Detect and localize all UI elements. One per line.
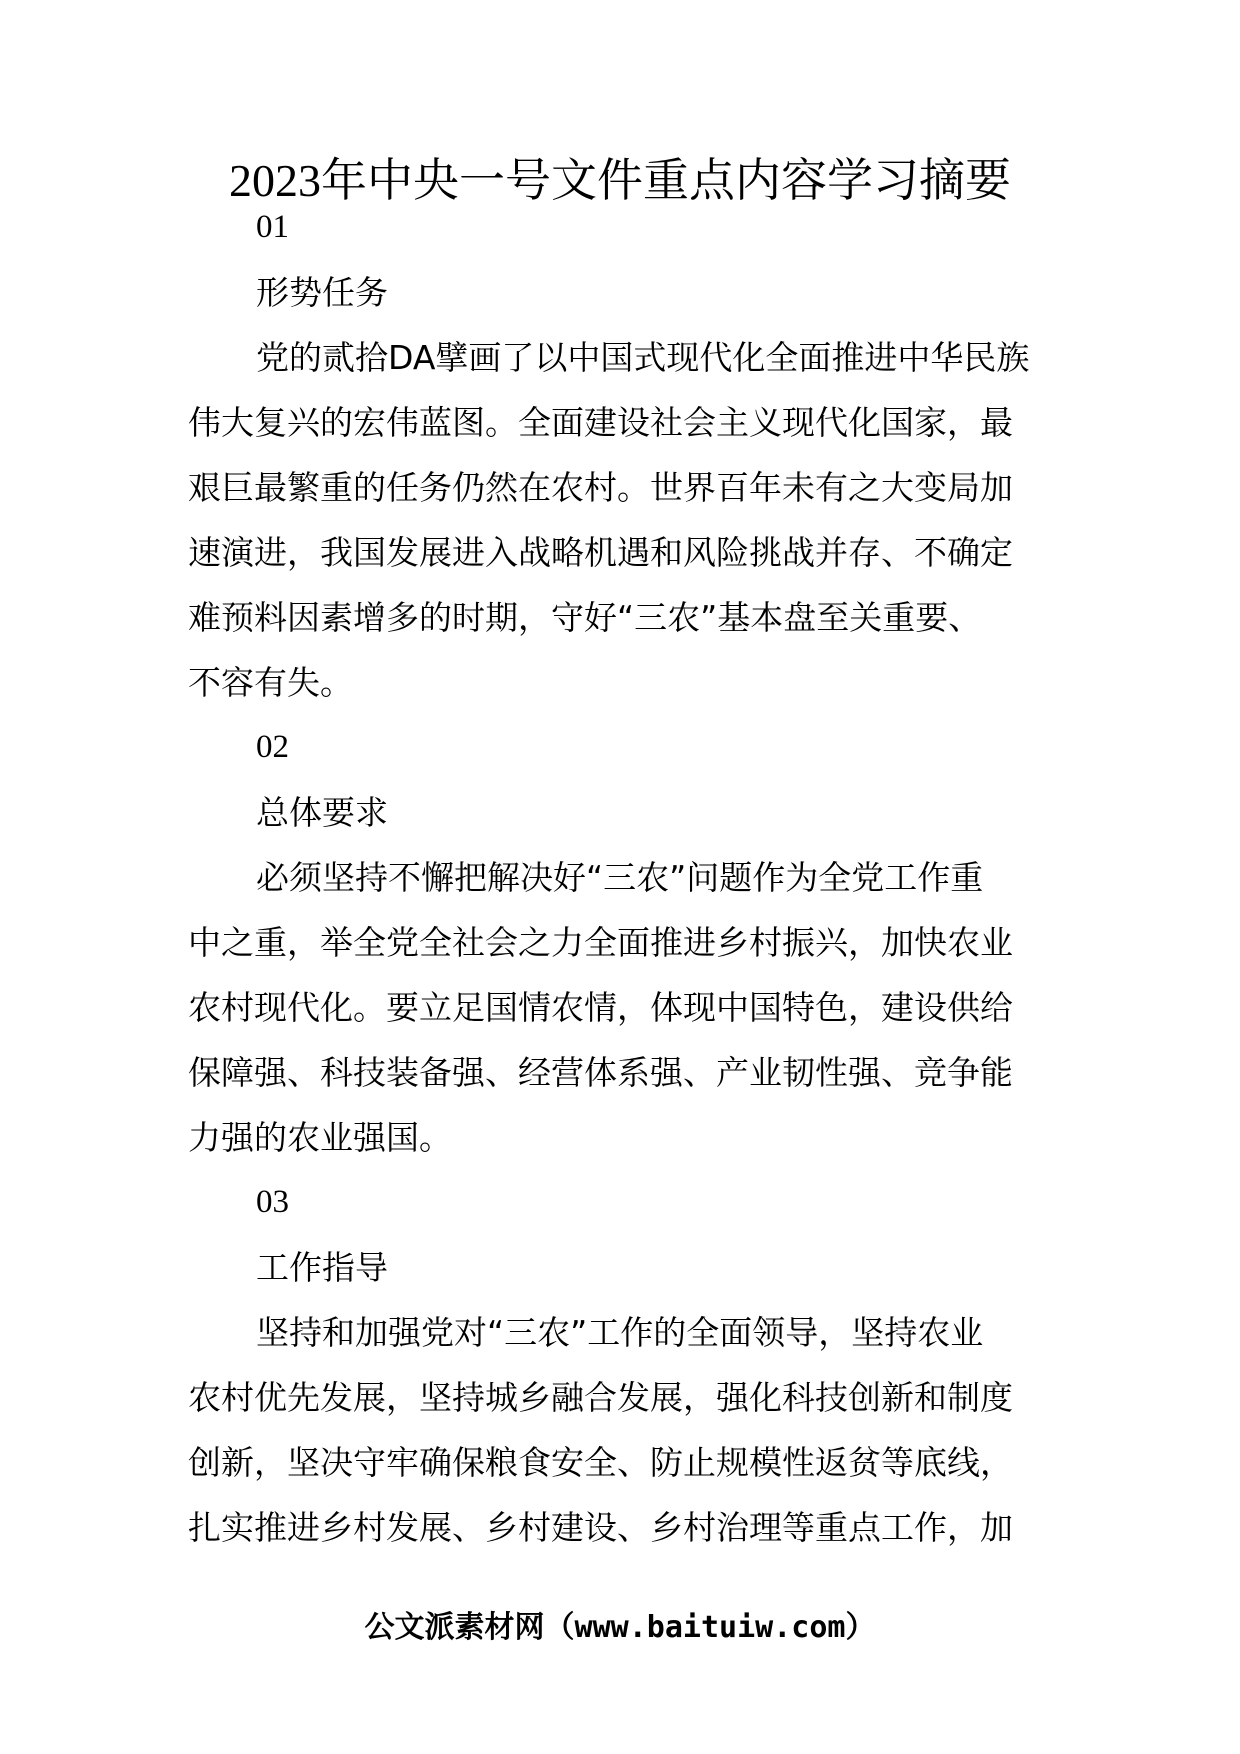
footer-site-name: 公文派素材网 bbox=[364, 1610, 545, 1645]
section-number: 01 bbox=[256, 209, 289, 245]
section-01 bbox=[188, 195, 1058, 715]
paragraph-line: 艰巨最繁重的任务仍然在农村。世界百年未有之大变局加 bbox=[188, 468, 1013, 507]
paragraph-line: 扎实推进乡村发展、乡村建设、乡村治理等重点工作，加 bbox=[188, 1508, 1013, 1547]
paragraph-line: 农村优先发展，坚持城乡融合发展，强化科技创新和制度 bbox=[188, 1378, 1013, 1417]
paragraph-line: 不容有失。 bbox=[188, 663, 353, 702]
section-heading: 工作指导 bbox=[256, 1248, 388, 1287]
section-02 bbox=[188, 715, 1058, 1170]
paragraph-line: 农村现代化。要立足国情农情，体现中国特色，建设供给 bbox=[188, 988, 1013, 1027]
title-year: 2023 bbox=[229, 155, 321, 206]
paragraph-line: 伟大复兴的宏伟蓝图。全面建设社会主义现代化国家，最 bbox=[188, 403, 1013, 442]
paragraph-line: 速演进，我国发展进入战略机遇和风险挑战并存、不确定 bbox=[188, 533, 1013, 572]
section-heading: 形势任务 bbox=[256, 273, 388, 312]
paragraph-line: 难预料因素增多的时期，守好“三农”基本盘至关重要、 bbox=[188, 598, 982, 637]
paragraph-line: 力强的农业强国。 bbox=[188, 1118, 452, 1157]
paragraph-line: 保障强、科技装备强、经营体系强、产业韧性强、竞争能 bbox=[188, 1053, 1013, 1092]
section-number: 02 bbox=[256, 729, 289, 765]
paragraph-line: 创新，坚决守牢确保粮食安全、防止规模性返贫等底线， bbox=[188, 1443, 1013, 1482]
footer-watermark bbox=[0, 1606, 1240, 1650]
footer-url[interactable]: （www.baituiw.com） bbox=[544, 1610, 876, 1645]
section-heading: 总体要求 bbox=[256, 793, 388, 832]
paragraph-line: 中之重，举全党全社会之力全面推进乡村振兴，加快农业 bbox=[188, 923, 1013, 962]
paragraph-line: 党的贰拾DA擘画了以中国式现代化全面推进中华民族 bbox=[256, 338, 1030, 377]
paragraph-line: 必须坚持不懈把解决好“三农”问题作为全党工作重 bbox=[256, 858, 984, 897]
paragraph-line: 坚持和加强党对“三农”工作的全面领导，坚持农业 bbox=[256, 1313, 984, 1352]
section-number: 03 bbox=[256, 1184, 289, 1220]
section-03 bbox=[188, 1170, 1058, 1560]
title-text: 年中央一号文件重点内容学习摘要 bbox=[321, 153, 1011, 207]
